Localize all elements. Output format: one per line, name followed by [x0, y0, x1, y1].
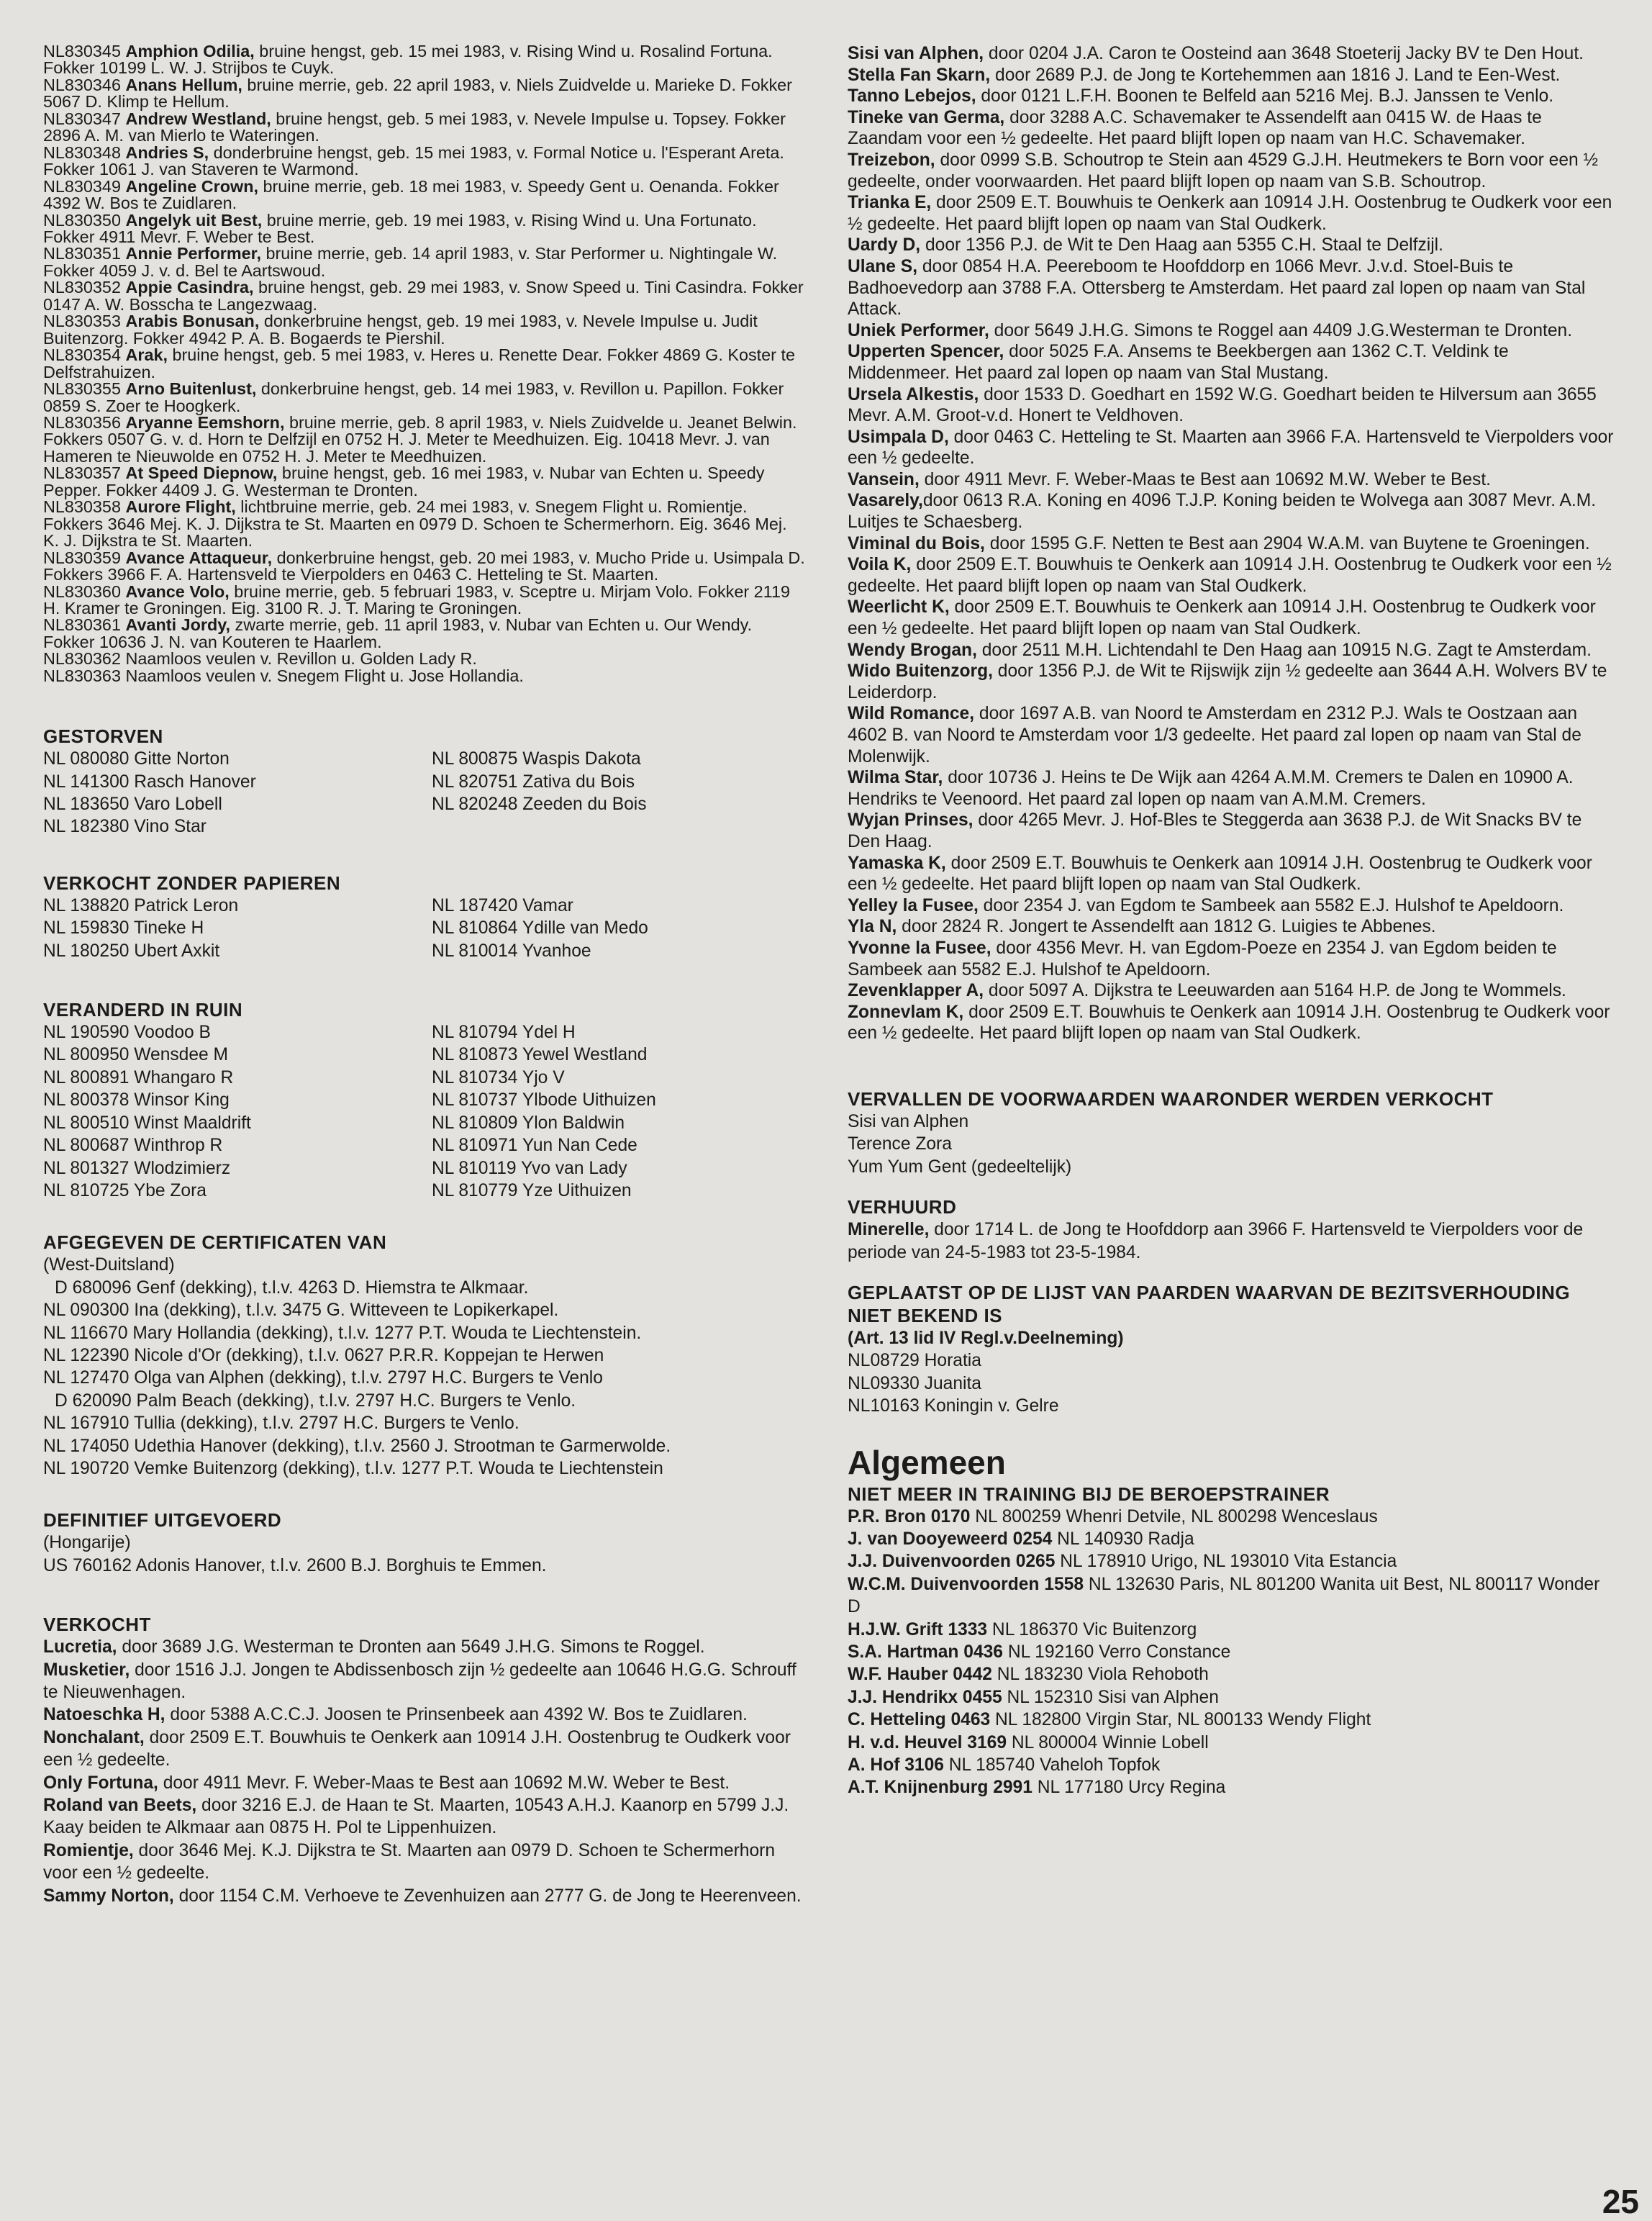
- sale-entry: Wendy Brogan, door 2511 M.H. Lichtendahl te Den Haag aan 10915 N.G. Zagt te Amsterdam.: [848, 640, 1592, 660]
- list-item: NL 187420 Vamar: [432, 895, 573, 915]
- registration-entry: NL830350 Angelyk uit Best, bruine merrie, geb. 19 mei 1983, v. Rising Wind u. Una Fortunato. Fokker 4911 Mevr. F. Weber te Best.: [43, 210, 757, 246]
- sale-entry: Vansein, door 4911 Mevr. F. Weber-Maas te Best aan 10692 M.W. Weber te Best.: [848, 469, 1492, 489]
- trainer-entry: A. Hof 3106 NL 185740 Vaheloh Topfok: [848, 1755, 1161, 1776]
- section-heading: GEPLAATST OP DE LIJST VAN PAARDEN WAARVAN DE BEZITSVERHOUDING NIET BEKEND IS: [848, 1281, 1571, 1326]
- trainer-entry: J. van Dooyeweerd 0254 NL 140930 Radja: [848, 1529, 1194, 1549]
- list-item: NL 820248 Zeeden du Bois: [432, 795, 647, 815]
- registration-entry: NL830358 Aurore Flight, lichtbruine merrie, geb. 24 mei 1983, v. Snegem Flight u. Romientje. Fokkers 3646 Mej. K. J. Dijkstra te St. Maarten en 0979 D. Schoen te Schermerhorn. Eig. 3646 Mej. K. J. Dijkstra te St. Maarten.: [43, 497, 787, 551]
- section-heading: VERKOCHT: [43, 1614, 151, 1636]
- section-heading: AFGEGEVEN DE CERTIFICATEN VAN: [43, 1231, 387, 1254]
- sale-entry: Only Fortuna, door 4911 Mevr. F. Weber-Maas te Best aan 10692 M.W. Weber te Best.: [43, 1773, 730, 1793]
- sale-entry: Ulane S, door 0854 H.A. Peereboom te Hoofddorp en 1066 Mevr. J.v.d. Stoel-Buis te Badhoevedorp aan 3788 F.A. Ottersberg te Amsterdam. Het paard zal lopen op naam van Stal Attack.: [848, 256, 1586, 320]
- sale-entry: Ursela Alkestis, door 1533 D. Goedhart en 1592 W.G. Goedhart beiden te Hilversum aan 3655 Mevr. A.M. Groot-v.d. Honert te Veldhoven.: [848, 384, 1597, 426]
- list-item: NL09330 Juanita: [848, 1373, 981, 1393]
- trainer-entry: J.J. Duivenvoorden 0265 NL 178910 Urigo, NL 193010 Vita Estancia: [848, 1552, 1397, 1572]
- verkocht-section: [43, 1613, 806, 1907]
- trainer-entry: P.R. Bron 0170 NL 800259 Whenri Detvile, NL 800298 Wenceslaus: [848, 1506, 1378, 1526]
- list-item: NL 810794 Ydel H: [432, 1023, 576, 1043]
- gestorven-section: [43, 725, 806, 838]
- sale-entry: Weerlicht K, door 2509 E.T. Bouwhuis te Oenkerk aan 10914 J.H. Oostenbrug te Oudkerk voor een ½ gedeelte. Het paard blijft lopen op naam van Stal Oudkerk.: [848, 597, 1596, 639]
- trainer-entry: W.C.M. Duivenvoorden 1558 NL 132630 Paris, NL 801200 Wanita uit Best, NL 800117 Wonder D: [848, 1574, 1600, 1617]
- list-item: NL 810725 Ybe Zora: [43, 1180, 206, 1200]
- section-heading: VERKOCHT ZONDER PAPIEREN: [43, 872, 341, 894]
- sale-entry: Yvonne la Fusee, door 4356 Mevr. H. van Egdom-Poeze en 2354 J. van Egdom beiden te Sambeek aan 5582 E.J. Hulshof te Apeldoorn.: [848, 938, 1557, 980]
- list-item: NL 810119 Yvo van Lady: [432, 1158, 627, 1178]
- gestorven-list: [43, 748, 806, 838]
- registration-entry: NL830357 At Speed Diepnow, bruine hengst, geb. 16 mei 1983, v. Nubar van Echten u. Speedy Pepper. Fokker 4409 J. G. Westerman te Dronten.: [43, 463, 765, 499]
- list-item: NL 810809 Ylon Baldwin: [432, 1113, 625, 1133]
- sale-entry: Sammy Norton, door 1154 C.M. Verhoeve te Zevenhuizen aan 2777 G. de Jong te Heerenveen.: [43, 1886, 802, 1906]
- list-item: NL 810779 Yze Uithuizen: [432, 1180, 632, 1200]
- list-item: NL 810971 Yun Nan Cede: [432, 1136, 637, 1156]
- trainer-entry: C. Hetteling 0463 NL 182800 Virgin Star, NL 800133 Wendy Flight: [848, 1710, 1371, 1730]
- list-item: NL 127470 Olga van Alphen (dekking), t.l.v. 2797 H.C. Burgers te Venlo: [43, 1368, 603, 1388]
- registration-entry: NL830354 Arak, bruine hengst, geb. 5 mei 1983, v. Heres u. Renette Dear. Fokker 4869 G. Koster te Delfstrahuizen.: [43, 345, 795, 381]
- registration-entry: NL830353 Arabis Bonusan, donkerbruine hengst, geb. 19 mei 1983, v. Nevele Impulse u. Judit Buitenzorg. Fokker 4942 P. A. B. Bogaerds te Piershil.: [43, 312, 758, 348]
- registration-entry: NL830352 Appie Casindra, bruine hengst, geb. 29 mei 1983, v. Snow Speed u. Tini Casindra. Fokker 0147 A. W. Bosscha te Langezwaag.: [43, 278, 804, 314]
- registration-entry: NL830348 Andries S, donderbruine hengst, geb. 15 mei 1983, v. Formal Notice u. l'Esperant Areta. Fokker 1061 J. van Staveren te Warmond.: [43, 143, 784, 179]
- sale-entry: Stella Fan Skarn, door 2689 P.J. de Jong te Kortehemmen aan 1816 J. Land te Een-West.: [848, 65, 1561, 85]
- registration-entry: NL830347 Andrew Westland, bruine hengst, geb. 5 mei 1983, v. Nevele Impulse u. Topsey. Fokker 2896 A. M. van Mierlo te Wateringen.: [43, 109, 786, 145]
- verhuurd-section: [848, 1195, 1614, 1264]
- registration-entry: NL830355 Arno Buitenlust, donkerbruine hengst, geb. 14 mei 1983, v. Revillon u. Papillon. Fokker 0859 S. Zoer te Hoogkerk.: [43, 379, 784, 415]
- list-item: NL 090300 Ina (dekking), t.l.v. 3475 G. Witteveen te Lopikerkapel.: [43, 1301, 559, 1321]
- registration-entry: NL830363 Naamloos veulen v. Snegem Flight u. Jose Hollandia.: [43, 666, 524, 685]
- veranderd-in-ruin-section: [43, 998, 806, 1202]
- registration-entry: NL830360 Avance Volo, bruine merrie, geb. 5 februari 1983, v. Sceptre u. Mirjam Volo. Fokker 2119 H. Kramer te Groningen. Eig. 3100 R. J. T. Maring te Groningen.: [43, 582, 790, 618]
- sale-entry: Sisi van Alphen, door 0204 J.A. Caron te Oosteind aan 3648 Stoeterij Jacky BV te Den Hout.: [848, 44, 1584, 63]
- trainer-entry: H. v.d. Heuvel 3169 NL 800004 Winnie Lobell: [848, 1732, 1209, 1752]
- verkocht-zonder-papieren-section: [43, 872, 806, 962]
- sale-entry: Treizebon, door 0999 S.B. Schoutrop te Stein aan 4529 G.J.H. Heutmekers te Born voor een ½ gedeelte, onder voorwaarden. Het paard blijft lopen op naam van S.B. Schoutrop.: [848, 150, 1599, 191]
- list-item: Yum Yum Gent (gedeeltelijk): [848, 1157, 1072, 1177]
- sale-entry: Tineke van Germa, door 3288 A.C. Schavemaker te Assendelft aan 0415 W. de Haas te Zaandam voor een ½ gedeelte. Het paard blijft lopen op naam van H.C. Schavemaker.: [848, 107, 1542, 149]
- sale-entry: Zonnevlam K, door 2509 E.T. Bouwhuis te Oenkerk aan 10914 J.H. Oostenbrug te Oudkerk voor een ½ gedeelte. Het paard blijft lopen op naam van Stal Oudkerk.: [848, 1002, 1610, 1044]
- sale-entry: Yamaska K, door 2509 E.T. Bouwhuis te Oenkerk aan 10914 J.H. Oostenbrug te Oudkerk voor een ½ gedeelte. Het paard blijft lopen op naam van Stal Oudkerk.: [848, 853, 1592, 895]
- section-subheading: (West-Duitsland): [43, 1255, 175, 1275]
- sale-entry: Musketier, door 1516 J.J. Jongen te Abdissenbosch zijn ½ gedeelte aan 10646 H.G.G. Schrouff te Nieuwenhagen.: [43, 1660, 796, 1702]
- sale-entry: Tanno Lebejos, door 0121 L.F.H. Boonen te Belfeld aan 5216 Mej. B.J. Janssen te Venlo.: [848, 86, 1554, 107]
- sale-entry: Natoeschka H, door 5388 A.C.C.J. Joosen te Prinsenbeek aan 4392 W. Bos te Zuidlaren.: [43, 1705, 748, 1725]
- registration-entry: NL830349 Angeline Crown, bruine merrie, geb. 18 mei 1983, v. Speedy Gent u. Oenanda. Fokker 4392 W. Bos te Zuidlaren.: [43, 176, 779, 213]
- sale-entry: Trianka E, door 2509 E.T. Bouwhuis te Oenkerk aan 10914 J.H. Oostenbrug te Oudkerk voor een ½ gedeelte. Het paard blijft lopen op naam van Stal Oudkerk.: [848, 193, 1612, 234]
- sale-entry: Wilma Star, door 10736 J. Heins te De Wijk aan 4264 A.M.M. Cremers te Dalen en 10900 A. Hendriks te Veenoord. Het paard zal lopen op naam van A.M.M. Cremers.: [848, 768, 1574, 809]
- section-heading: GESTORVEN: [43, 725, 163, 748]
- registration-entry: NL830345 Amphion Odilia, bruine hengst, geb. 15 mei 1983, v. Rising Wind u. Rosalind Fortuna. Fokker 10199 L. W. J. Strijbos te Cuyk.: [43, 42, 773, 78]
- sale-entry: Wild Romance, door 1697 A.B. van Noord te Amsterdam en 2312 P.J. Wals te Oostzaan aan 4602 B. van Noord te Amsterdam voor 1/3 gedeelte. Het paard zal lopen op naam van Stal de Molenwijk.: [848, 704, 1581, 766]
- sale-entry: Vasarely,door 0613 R.A. Koning en 4096 T.J.P. Koning beiden te Wolvega aan 3087 Mevr. A.M. Luitjes te Schaesberg.: [848, 491, 1597, 533]
- sale-entry: Upperten Spencer, door 5025 F.A. Ansems te Beekbergen aan 1362 C.T. Veldink te Middenmeer. Het paard zal lopen op naam van Stal Mustang.: [848, 342, 1509, 383]
- verkocht-continued-list: [848, 43, 1614, 1044]
- sale-entry: Lucretia, door 3689 J.G. Westerman te Dronten aan 5649 J.H.G. Simons te Roggel.: [43, 1637, 705, 1657]
- trainer-entry: H.J.W. Grift 1333 NL 186370 Vic Buitenzorg: [848, 1619, 1197, 1639]
- sale-entry: Uardy D, door 1356 P.J. de Wit te Den Haag aan 5355 C.H. Staal te Delfzijl.: [848, 235, 1443, 255]
- sale-entry: Nonchalant, door 2509 E.T. Bouwhuis te Oenkerk aan 10914 J.H. Oostenbrug te Oudkerk voor een ½ gedeelte.: [43, 1727, 791, 1770]
- sale-entry: Yelley la Fusee, door 2354 J. van Egdom te Sambeek aan 5582 E.J. Hulshof te Apeldoorn.: [848, 895, 1564, 915]
- section-heading: DEFINITIEF UITGEVOERD: [43, 1509, 282, 1532]
- definitief-uitgevoerd-section: [43, 1508, 806, 1577]
- registration-entry: NL830362 Naamloos veulen v. Revillon u. Golden Lady R.: [43, 649, 477, 669]
- page-section-title: Algemeen: [848, 1443, 1006, 1481]
- sale-entry: Usimpala D, door 0463 C. Hetteling te St. Maarten aan 3966 F.A. Hartensveld te Vierpolders voor een ½ gedeelte.: [848, 427, 1614, 469]
- afgegeven-section: [43, 1231, 806, 1480]
- list-item: NL 190720 Vemke Buitenzorg (dekking), t.l.v. 1277 P.T. Wouda te Liechtenstein: [43, 1458, 663, 1478]
- list-item: NL 810864 Ydille van Medo: [432, 918, 648, 938]
- list-item: NL 180250 Ubert Axkit: [43, 941, 220, 961]
- list-item: NL08729 Horatia: [848, 1351, 981, 1371]
- trainer-entry: A.T. Knijnenburg 2991 NL 177180 Urcy Regina: [848, 1778, 1226, 1798]
- list-item: Terence Zora: [848, 1134, 952, 1154]
- list-item: NL 138820 Patrick Leron: [43, 895, 239, 915]
- list-item: NL 182380 Vino Star: [43, 817, 206, 837]
- section-subheading: (Art. 13 lid IV Regl.v.Deelneming): [848, 1328, 1124, 1348]
- registration-entry: NL830361 Avanti Jordy, zwarte merrie, geb. 11 april 1983, v. Nubar van Echten u. Our Wendy. Fokker 10636 J. N. van Kouteren te Haarlem.: [43, 615, 753, 651]
- list-item: D 680096 Genf (dekking), t.l.v. 4263 D. Hiemstra te Alkmaar.: [55, 1277, 529, 1298]
- registration-entry: NL830351 Annie Performer, bruine merrie, geb. 14 april 1983, v. Star Performer u. Nightingale W. Fokker 4059 J. v. d. Bel te Aartswoud.: [43, 244, 778, 280]
- list-item: NL 141300 Rasch Hanover: [43, 772, 256, 792]
- list-item: NL 810873 Yewel Westland: [432, 1045, 648, 1065]
- page-number: 25: [1602, 2183, 1639, 2220]
- trainer-entry: S.A. Hartman 0436 NL 192160 Verro Constance: [848, 1642, 1231, 1662]
- list-item: NL 800687 Winthrop R: [43, 1136, 223, 1156]
- algemeen-section: [848, 1442, 1614, 1799]
- list-item: NL 122390 Nicole d'Or (dekking), t.l.v. 0627 P.R.R. Koppejan te Herwen: [43, 1345, 604, 1365]
- sale-entry: Uniek Performer, door 5649 J.H.G. Simons te Roggel aan 4409 J.G.Westerman te Dronten.: [848, 320, 1573, 340]
- list-item: NL 800891 Whangaro R: [43, 1067, 234, 1087]
- list-item: NL 810014 Yvanhoe: [432, 941, 591, 961]
- geplaatst-section: [848, 1281, 1614, 1418]
- right-column: [848, 43, 1614, 1799]
- list-item: US 760162 Adonis Hanover, t.l.v. 2600 B.J. Borghuis te Emmen.: [43, 1555, 547, 1575]
- section-heading: VERANDERD IN RUIN: [43, 999, 243, 1021]
- trainer-entry: J.J. Hendrikx 0455 NL 152310 Sisi van Alphen: [848, 1687, 1219, 1707]
- registration-entry: NL830359 Avance Attaqueur, donkerbruine hengst, geb. 20 mei 1983, v. Mucho Pride u. Usimpala D. Fokkers 3966 F. A. Hartensveld te Vierpolders en 0463 C. Hetteling te St. Maarten.: [43, 548, 805, 584]
- registration-entry: NL830346 Anans Hellum, bruine merrie, geb. 22 april 1983, v. Niels Zuidvelde u. Marieke D. Fokker 5067 D. Klimp te Hellum.: [43, 75, 792, 112]
- sale-entry: Romientje, door 3646 Mej. K.J. Dijkstra te St. Maarten aan 0979 D. Schoen te Schermerhorn voor een ½ gedeelte.: [43, 1840, 776, 1883]
- sale-entry: Roland van Beets, door 3216 E.J. de Haan te St. Maarten, 10543 A.H.J. Kaanorp en 5799 J.J. Kaay beiden te Alkmaar aan 0875 H. Pol te Lippenhuizen.: [43, 1796, 789, 1838]
- list-item: NL 190590 Voodoo B: [43, 1023, 211, 1043]
- list-item: NL10163 Koningin v. Gelre: [848, 1396, 1059, 1416]
- sale-entry: Wido Buitenzorg, door 1356 P.J. de Wit te Rijswijk zijn ½ gedeelte aan 3644 A.H. Wolvers BV te Leiderdorp.: [848, 661, 1607, 702]
- section-subheading: (Hongarije): [43, 1533, 131, 1553]
- list-item: NL 800950 Wensdee M: [43, 1045, 229, 1065]
- sale-entry: Viminal du Bois, door 1595 G.F. Netten te Best aan 2904 W.A.M. van Buytene te Groeningen.: [848, 533, 1590, 553]
- list-item: NL 080080 Gitte Norton: [43, 749, 230, 769]
- vervallen-section: [848, 1087, 1614, 1178]
- section-heading: VERHUURD: [848, 1196, 957, 1218]
- sale-entry: Zevenklapper A, door 5097 A. Dijkstra te Leeuwarden aan 5164 H.P. de Jong te Wommels.: [848, 981, 1566, 1001]
- list-item: NL 116670 Mary Hollandia (dekking), t.l.v. 1277 P.T. Wouda te Liechtenstein.: [43, 1323, 642, 1343]
- list-item: NL 800875 Waspis Dakota: [432, 749, 641, 769]
- list-item: NL 167910 Tullia (dekking), t.l.v. 2797 H.C. Burgers te Venlo.: [43, 1413, 519, 1434]
- list-item: NL 159830 Tineke H: [43, 918, 204, 938]
- list-item: NL 810737 Ylbode Uithuizen: [432, 1090, 656, 1110]
- trainer-entry: W.F. Hauber 0442 NL 183230 Viola Rehoboth: [848, 1665, 1209, 1685]
- sale-entry: Yla N, door 2824 R. Jongert te Assendelft aan 1812 G. Luigies te Abbenes.: [848, 917, 1436, 937]
- list-item: NL 820751 Zativa du Bois: [432, 772, 635, 792]
- list-item: Sisi van Alphen: [848, 1111, 969, 1131]
- list-item: NL 174050 Udethia Hanover (dekking), t.l.v. 2560 J. Strootman te Garmerwolde.: [43, 1436, 671, 1456]
- list-item: NL 801327 Wlodzimierz: [43, 1158, 231, 1178]
- left-column: [43, 43, 806, 1907]
- list-item: D 620090 Palm Beach (dekking), t.l.v. 2797 H.C. Burgers te Venlo.: [55, 1390, 576, 1411]
- registration-entry: NL830356 Aryanne Eemshorn, bruine merrie, geb. 8 april 1983, v. Niels Zuidvelde u. Jeanet Belwin. Fokkers 0507 G. v. d. Horn te Delfzijl en 0752 H. J. Meter te Meedhuizen. Eig. 10418 Mevr. J. van Hameren te Nieuwolde en 0752 H. J. Meter te Meedhuizen.: [43, 412, 797, 466]
- sale-entry: Voila K, door 2509 E.T. Bouwhuis te Oenkerk aan 10914 J.H. Oostenbrug te Oudkerk voor een ½ gedeelte. Het paard blijft lopen op naam van Stal Oudkerk.: [848, 555, 1612, 596]
- sale-entry: Wyjan Prinses, door 4265 Mevr. J. Hof-Bles te Steggerda aan 3638 P.J. de Wit Snacks BV te Den Haag.: [848, 810, 1582, 851]
- list-item: NL 800378 Winsor King: [43, 1090, 230, 1110]
- list-item: NL 183650 Varo Lobell: [43, 795, 222, 815]
- section-heading: VERVALLEN DE VOORWAARDEN WAARONDER WERDEN VERKOCHT: [848, 1087, 1494, 1110]
- registrations-list: [43, 43, 806, 684]
- list-item: NL 810734 Yjo V: [432, 1067, 565, 1087]
- section-heading: NIET MEER IN TRAINING BIJ DE BEROEPSTRAINER: [848, 1483, 1330, 1505]
- list-item: NL 800510 Winst Maaldrift: [43, 1113, 251, 1133]
- rental-entry: Minerelle, door 1714 L. de Jong te Hoofddorp aan 3966 F. Hartensveld te Vierpolders voor de periode van 24-5-1983 tot 23-5-1984.: [848, 1220, 1584, 1262]
